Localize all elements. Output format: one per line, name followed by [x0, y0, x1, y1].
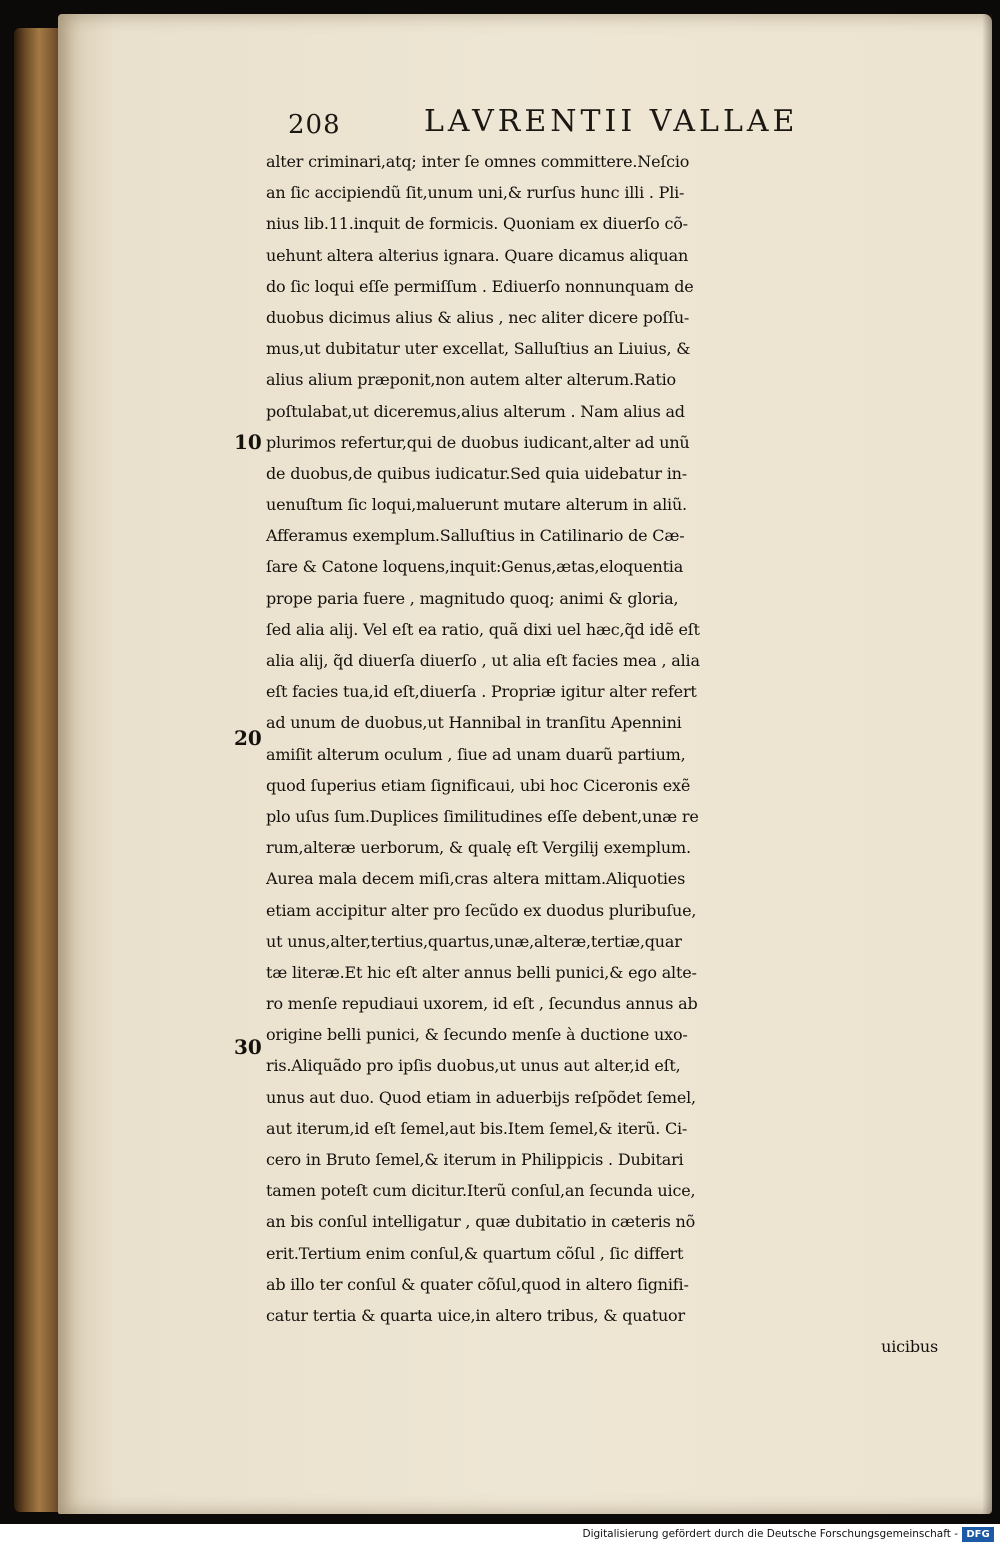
text-line: poſtulabat,ut diceremus,alius alterum . Nam alius ad [266, 401, 685, 421]
text-line: nius lib.11.inquit de formicis. Quoniam ex diuerſo cõ- [266, 214, 688, 234]
running-head: LAVRENTII VALLAE [424, 104, 799, 139]
text-line: rum,alteræ uerborum, & qualę eſt Vergilij exemplum. [266, 838, 691, 858]
text-line: catur tertia & quarta uice,in altero tribus, & quatuor [266, 1305, 685, 1325]
text-line: tamen poteſt cum dicitur.Iterũ conſul,an ſecunda uice, [266, 1181, 696, 1201]
text-line: eſt facies tua,id eſt,diuerſa . Propriæ igitur alter refert [266, 682, 697, 702]
text-line: duobus dicimus alius & alius , nec aliter dicere poſſu- [266, 307, 690, 327]
text-line: alter criminari,atq; inter ſe omnes committere.Neſcio [266, 152, 690, 171]
text-line: uenuſtum ſic loqui,maluerunt mutare alterum in aliũ. [266, 495, 687, 515]
text-line: alia alij, q̃d diuerſa diuerſo , ut alia eſt facies mea , alia [266, 651, 700, 670]
text-line: unus aut duo. Quod etiam in aduerbijs reſpõdet ſemel, [266, 1087, 696, 1107]
text-line: ut unus,alter,tertius,quartus,unæ,alteræ,tertiæ,quar [266, 931, 682, 951]
text-line: Aurea mala decem miſi,cras altera mittam.Aliquoties [266, 869, 686, 889]
text-line: Afferamus exemplum.Salluſtius in Catilinario de Cæ- [266, 526, 685, 546]
page-header [0, 104, 1000, 144]
text-line: alius alium præponit,non autem alter alterum.Ratio [266, 370, 676, 390]
text-line: an bis conſul intelligatur , quæ dubitatio in cæteris nõ [266, 1212, 696, 1232]
text-line: ad unum de duobus,ut Hannibal in tranſitu Apennini [266, 713, 682, 733]
text-line: an ſic accipiendũ ſit,unum uni,& rurſus hunc illi . Pli- [266, 183, 685, 203]
text-line: cero in Bruto ſemel,& iterum in Philippicis . Dubitari [266, 1150, 684, 1169]
line-number-margin: 30 [234, 1035, 262, 1059]
text-line: ſare & Catone loquens,inquit:Genus,ætas,eloquentia [266, 557, 684, 577]
text-line: etiam accipitur alter pro ſecũdo ex duodus pluribuſue, [266, 900, 697, 920]
text-line: quod ſuperius etiam ſignificaui, ubi hoc Ciceronis exẽ [266, 775, 691, 795]
line-number-margin: 10 [234, 430, 262, 454]
line-number-margin: 20 [234, 726, 262, 750]
body-text [266, 146, 946, 1362]
text-line: do ſic loqui eſſe permiſſum . Ediuerſo nonnunquam de [266, 276, 694, 296]
text-line: ris.Aliquãdo pro ipſis duobus,ut unus aut alter,id eſt, [266, 1056, 681, 1076]
text-line: tæ literæ.Et hic eſt alter annus belli punici,& ego alte- [266, 962, 697, 982]
text-line: ſed alia alij. Vel eſt ea ratio, quã dixi uel hæc,q̃d idẽ eſt [266, 619, 700, 639]
text-line: erit.Tertium enim conſul,& quartum cõſul , ſic differt [266, 1243, 684, 1263]
text-line: plo uſus ſum.Duplices ſimilitudines eſſe debent,unæ re [266, 806, 699, 826]
text-line: prope paria fuere , magnitudo quoq; animi & gloria, [266, 588, 679, 608]
text-line: origine belli punici, & ſecundo menſe à ductione uxo- [266, 1025, 688, 1045]
page-footer [0, 1524, 1000, 1546]
text-line: ro menſe repudiaui uxorem, id eſt , ſecundus annus ab [266, 994, 698, 1014]
page-number: 208 [288, 110, 341, 140]
dfg-logo: DFG [962, 1527, 994, 1542]
text-line: amiſit alterum oculum , ſiue ad unam duarũ partium, [266, 744, 686, 764]
text-line: ab illo ter conſul & quater cõſul,quod in altero ſignifi- [266, 1274, 689, 1294]
text-line: aut iterum,id eſt ſemel,aut bis.Item ſemel,& iterũ. Ci- [266, 1118, 688, 1138]
text-line: plurimos refertur,qui de duobus iudicant,alter ad unũ [266, 432, 690, 452]
funding-credit: Digitalisierung gefördert durch die Deutsche Forschungsgemeinschaft - [582, 1528, 958, 1540]
text-line: mus,ut dubitatur uter excellat, Salluſtius an Liuius, & [266, 339, 691, 359]
catchword: uicibus [881, 1337, 938, 1357]
text-line: de duobus,de quibus iudicatur.Sed quia uidebatur in- [266, 463, 687, 483]
text-line: uehunt altera alterius ignara. Quare dicamus aliquan [266, 245, 689, 265]
